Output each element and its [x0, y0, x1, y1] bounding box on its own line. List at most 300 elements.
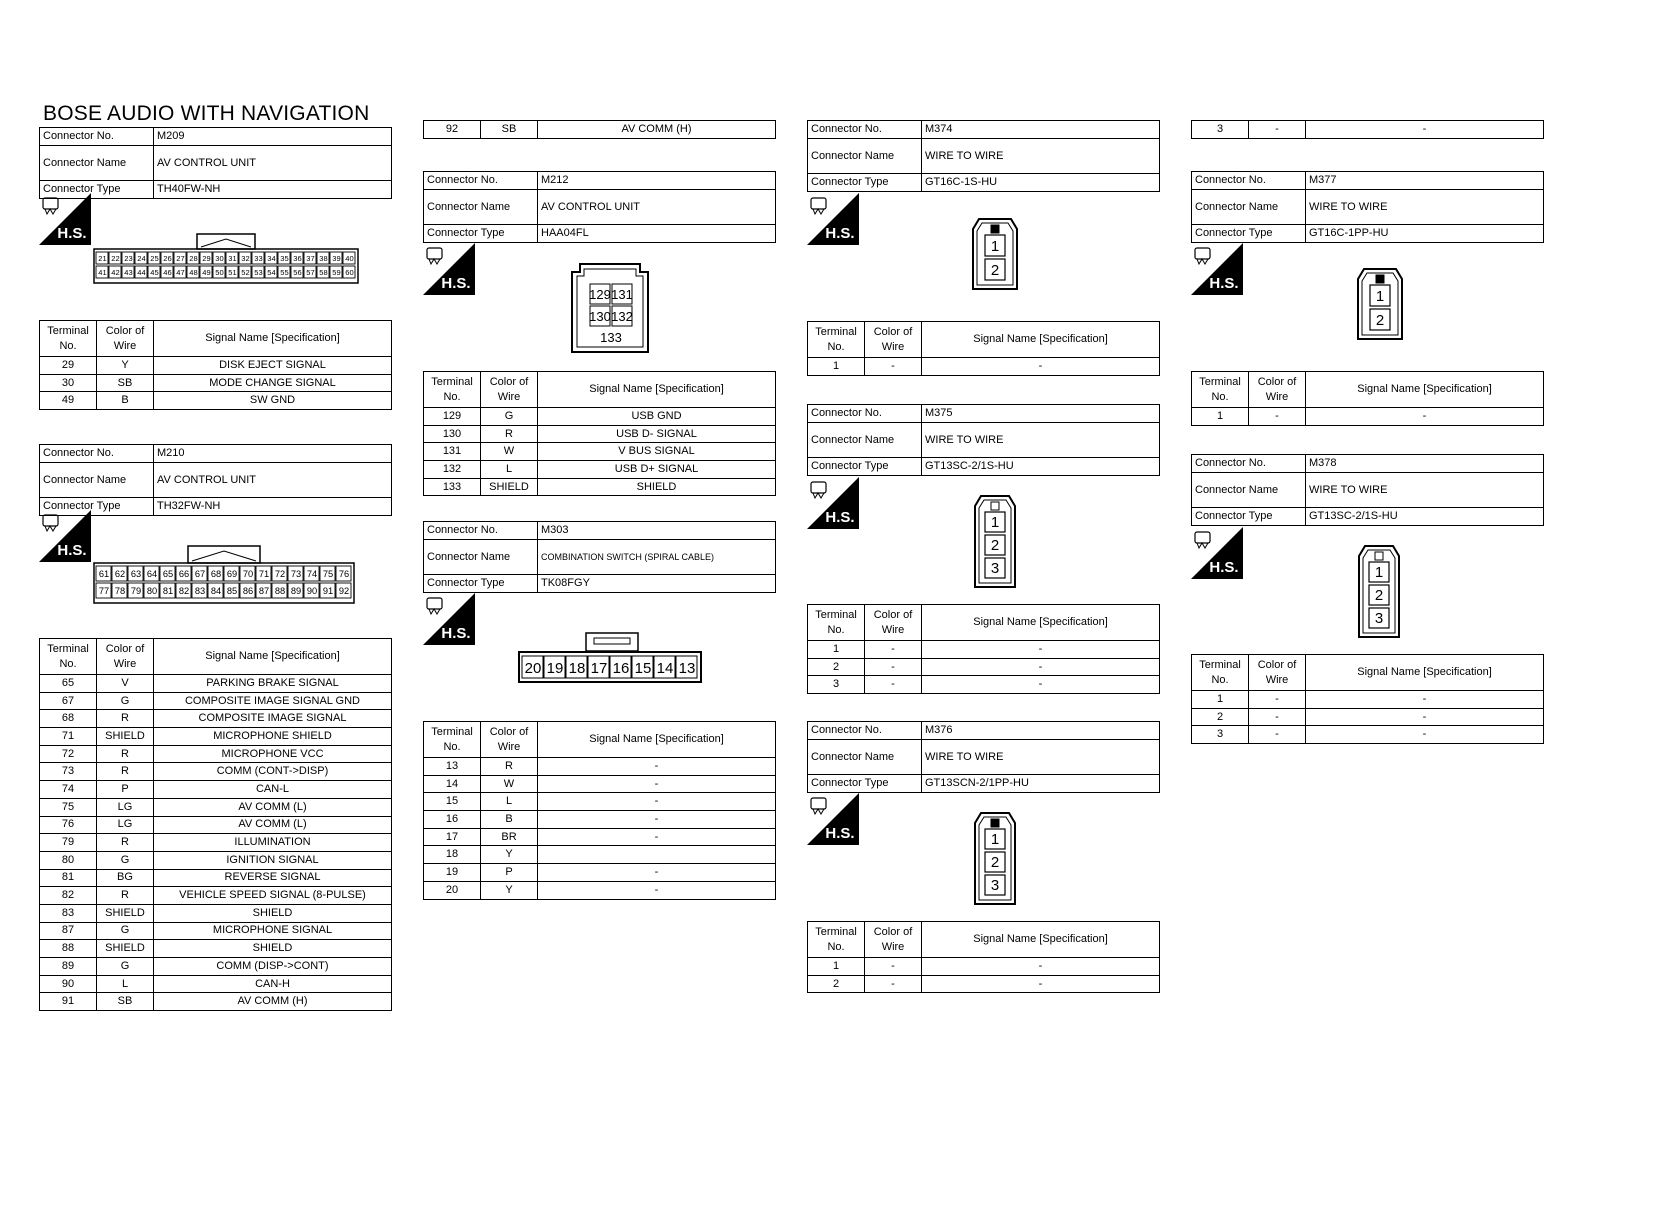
hs-label: H.S. [825, 825, 855, 842]
header-terminal-no: Terminal No. [1192, 372, 1249, 408]
pin-label: 46 [163, 268, 172, 278]
pin-label: 35 [280, 254, 289, 264]
signal-name-cell: DISK EJECT SIGNAL [154, 357, 392, 375]
connector-glyph [1195, 248, 1210, 259]
hs-label: H.S. [57, 225, 87, 242]
header-terminal-no: Terminal No. [40, 321, 97, 357]
label-connector-type: Connector Type [40, 498, 154, 516]
table-row [40, 993, 392, 1011]
table-row [40, 374, 392, 392]
harness-side-icon [1191, 243, 1243, 295]
pin-label: 13 [678, 660, 696, 677]
pin-label: 36 [293, 254, 302, 264]
pin-label: 130 [589, 309, 611, 324]
wire-color-cell: V [97, 675, 154, 693]
pin-label: 63 [130, 569, 142, 580]
hs-label: H.S. [825, 509, 855, 526]
pin-label: 28 [189, 254, 198, 264]
terminal-no-cell: 20 [424, 881, 481, 899]
signal-name-cell: PARKING BRAKE SIGNAL [154, 675, 392, 693]
connector-no-value: M374 [922, 121, 1160, 139]
pin-label: 85 [226, 586, 238, 597]
label-connector-no: Connector No. [1192, 172, 1306, 190]
pin-label: 29 [202, 254, 211, 264]
signal-table-m376-continued [1191, 120, 1544, 139]
header-terminal-no: Terminal No. [808, 322, 865, 358]
connector-no-value: M210 [154, 445, 392, 463]
connector-glyph [811, 482, 826, 493]
terminal-no-cell: 13 [424, 758, 481, 776]
signal-table-m303 [423, 721, 776, 900]
header-color-of-wire: Color of Wire [481, 372, 538, 408]
signal-name-cell: - [538, 775, 776, 793]
pin-label: 18 [568, 660, 586, 677]
hs-label: H.S. [1209, 559, 1239, 576]
pin-label: 3 [1374, 610, 1384, 627]
wire-color-cell: Y [481, 846, 538, 864]
pin-label: 33 [254, 254, 263, 264]
connector-glyph-wires [813, 809, 824, 814]
connector-name-value: WIRE TO WIRE [1306, 190, 1544, 225]
label-connector-no: Connector No. [40, 128, 154, 146]
pin-label: 71 [258, 569, 270, 580]
wire-color-cell: R [97, 887, 154, 905]
label-connector-type: Connector Type [808, 775, 922, 793]
terminal-no-cell: 88 [40, 940, 97, 958]
label-connector-type: Connector Type [1192, 225, 1306, 243]
wire-color-cell: G [97, 851, 154, 869]
pin-label: 31 [228, 254, 237, 264]
pin-label: 62 [114, 569, 126, 580]
signal-name-cell: - [1306, 708, 1544, 726]
signal-name-cell: - [922, 676, 1160, 694]
wire-color-cell: R [97, 834, 154, 852]
connector-glyph-wires [429, 259, 440, 264]
hs-label: H.S. [441, 625, 471, 642]
label-connector-no: Connector No. [808, 722, 922, 740]
wire-color-cell: P [481, 864, 538, 882]
pin-label: 15 [634, 660, 652, 677]
label-connector-type: Connector Type [40, 181, 154, 199]
pin-label: 2 [1374, 587, 1384, 604]
label-connector-name: Connector Name [40, 463, 154, 498]
hs-label: H.S. [1209, 275, 1239, 292]
pin-label: 41 [98, 268, 107, 278]
pin-label: 21 [98, 254, 107, 264]
label-connector-name: Connector Name [40, 146, 154, 181]
table-row [40, 851, 392, 869]
pin-label: 1 [990, 514, 1000, 531]
pin-label: 74 [306, 569, 318, 580]
connector-type-value: HAA04FL [538, 225, 776, 243]
connector-latch-detail [201, 239, 251, 247]
connector-face-m303 [518, 632, 706, 684]
connector-glyph-wires [1197, 259, 1208, 264]
wire-color-cell: G [97, 922, 154, 940]
connector-face-m375 [973, 492, 1017, 594]
signal-name-cell: - [538, 758, 776, 776]
pin-label: 24 [137, 254, 146, 264]
connector-name-value: COMBINATION SWITCH (SPIRAL CABLE) [538, 540, 776, 575]
table-row [40, 834, 392, 852]
label-connector-type: Connector Type [1192, 508, 1306, 526]
label-connector-no: Connector No. [808, 405, 922, 423]
wire-color-cell: R [97, 745, 154, 763]
table-row [40, 958, 392, 976]
wire-color-cell: - [865, 641, 922, 659]
wire-color-cell: SB [97, 374, 154, 392]
pin-label: 79 [130, 586, 142, 597]
table-row [424, 775, 776, 793]
terminal-no-cell: 82 [40, 887, 97, 905]
signal-name-cell: - [538, 828, 776, 846]
signal-name-cell: AV COMM (L) [154, 816, 392, 834]
signal-name-cell: - [1306, 726, 1544, 744]
terminal-no-cell: 72 [40, 745, 97, 763]
pin-label: 70 [242, 569, 254, 580]
wire-color-cell: - [865, 676, 922, 694]
signal-name-cell: - [922, 958, 1160, 976]
header-terminal-no: Terminal No. [40, 639, 97, 675]
table-row [40, 692, 392, 710]
connector-glyph-wires [813, 493, 824, 498]
connector-info-m378 [1191, 454, 1544, 526]
terminal-no-cell: 17 [424, 828, 481, 846]
terminal-no-cell: 49 [40, 392, 97, 410]
pin-label: 54 [267, 268, 276, 278]
terminal-no-cell: 76 [40, 816, 97, 834]
pin-label: 23 [124, 254, 133, 264]
signal-name-cell: SW GND [154, 392, 392, 410]
signal-name-cell [538, 846, 776, 864]
pin-label: 68 [210, 569, 222, 580]
header-color-of-wire: Color of Wire [865, 605, 922, 641]
table-row [40, 887, 392, 905]
terminal-no-cell: 80 [40, 851, 97, 869]
pin-label: 27 [176, 254, 185, 264]
terminal-no-cell: 129 [424, 408, 481, 426]
terminal-no-cell: 132 [424, 461, 481, 479]
table-row [424, 881, 776, 899]
table-row [40, 940, 392, 958]
header-terminal-no: Terminal No. [424, 722, 481, 758]
harness-side-icon [39, 510, 91, 562]
wire-color-cell: LG [97, 816, 154, 834]
label-connector-name: Connector Name [808, 139, 922, 174]
signal-name-cell: - [1306, 691, 1544, 709]
pin-label: 89 [290, 586, 302, 597]
wire-color-cell: R [97, 710, 154, 728]
terminal-no-cell: 87 [40, 922, 97, 940]
signal-table-m210 [39, 638, 392, 1011]
wire-color-cell: B [481, 811, 538, 829]
connector-glyph-wires [1197, 543, 1208, 548]
label-connector-name: Connector Name [1192, 473, 1306, 508]
terminal-no-cell: 68 [40, 710, 97, 728]
header-signal-name: Signal Name [Specification] [922, 605, 1160, 641]
connector-no-value: M303 [538, 522, 776, 540]
connector-type-value: GT13SCN-2/1PP-HU [922, 775, 1160, 793]
table-row [424, 846, 776, 864]
wire-color-cell: SB [97, 993, 154, 1011]
table-row [808, 676, 1160, 694]
wire-color-cell: W [481, 443, 538, 461]
signal-name-cell: - [1306, 121, 1544, 139]
label-connector-name: Connector Name [424, 190, 538, 225]
label-connector-name: Connector Name [808, 740, 922, 775]
pin-label: 87 [258, 586, 270, 597]
connector-glyph [427, 248, 442, 259]
connector-name-value: AV CONTROL UNIT [538, 190, 776, 225]
connector-info-m374 [807, 120, 1160, 192]
pin-label: 72 [274, 569, 286, 580]
pin-label: 17 [590, 660, 608, 677]
table-row [808, 641, 1160, 659]
table-row [424, 478, 776, 496]
terminal-no-cell: 67 [40, 692, 97, 710]
wire-color-cell: L [481, 461, 538, 479]
signal-name-cell: MODE CHANGE SIGNAL [154, 374, 392, 392]
signal-name-cell: - [922, 658, 1160, 676]
pin-label: 56 [293, 268, 302, 278]
header-terminal-no: Terminal No. [808, 922, 865, 958]
label-connector-name: Connector Name [808, 423, 922, 458]
connector-face-m374 [971, 215, 1019, 299]
terminal-no-cell: 16 [424, 811, 481, 829]
connector-name-value: WIRE TO WIRE [922, 423, 1160, 458]
terminal-no-cell: 73 [40, 763, 97, 781]
signal-table-m377 [1191, 371, 1544, 426]
pin-label: 38 [319, 254, 328, 264]
signal-name-cell: ILLUMINATION [154, 834, 392, 852]
table-row [424, 425, 776, 443]
signal-table-m374 [807, 321, 1160, 376]
connector-face-m212 [570, 262, 650, 354]
pin-label: 1 [990, 831, 1000, 848]
connector-name-value: WIRE TO WIRE [1306, 473, 1544, 508]
signal-name-cell: - [538, 793, 776, 811]
hs-label: H.S. [57, 542, 87, 559]
pin-label: 30 [215, 254, 224, 264]
pin-label: 58 [319, 268, 328, 278]
terminal-no-cell: 75 [40, 798, 97, 816]
terminal-no-cell: 133 [424, 478, 481, 496]
terminal-no-cell: 29 [40, 357, 97, 375]
wire-color-cell: SHIELD [97, 904, 154, 922]
pin-label: 3 [990, 877, 1000, 894]
table-row [424, 443, 776, 461]
pin-label: 69 [226, 569, 238, 580]
pin-label: 2 [1375, 312, 1385, 329]
harness-side-icon [1191, 527, 1243, 579]
harness-side-icon [39, 193, 91, 245]
signal-table-m378 [1191, 654, 1544, 744]
label-connector-no: Connector No. [424, 172, 538, 190]
table-row [40, 728, 392, 746]
table-row [40, 763, 392, 781]
pin-label: 50 [215, 268, 224, 278]
table-row [40, 392, 392, 410]
header-color-of-wire: Color of Wire [97, 321, 154, 357]
terminal-no-cell: 1 [808, 358, 865, 376]
signal-name-cell: MICROPHONE SHIELD [154, 728, 392, 746]
connector-glyph [427, 598, 442, 609]
connector-no-value: M378 [1306, 455, 1544, 473]
pin-label: 2 [990, 854, 1000, 871]
pin-label: 59 [332, 268, 341, 278]
connector-type-value: GT13SC-2/1S-HU [922, 458, 1160, 476]
pin-label: 90 [306, 586, 318, 597]
connector-key [991, 819, 999, 827]
wire-color-cell: G [481, 408, 538, 426]
pin-label: 26 [163, 254, 172, 264]
connector-name-value: AV CONTROL UNIT [154, 463, 392, 498]
table-row [40, 781, 392, 799]
pin-label: 92 [338, 586, 350, 597]
signal-name-cell: - [922, 358, 1160, 376]
signal-table-m210-continued [423, 120, 776, 139]
signal-name-cell: VEHICLE SPEED SIGNAL (8-PULSE) [154, 887, 392, 905]
pin-label: 42 [111, 268, 120, 278]
signal-name-cell: - [922, 975, 1160, 993]
connector-glyph [811, 798, 826, 809]
pin-label: 16 [612, 660, 630, 677]
wire-color-cell: SHIELD [97, 940, 154, 958]
pin-label: 45 [150, 268, 159, 278]
pin-label: 86 [242, 586, 254, 597]
signal-name-cell: COMPOSITE IMAGE SIGNAL GND [154, 692, 392, 710]
header-signal-name: Signal Name [Specification] [1306, 372, 1544, 408]
connector-face-m210 [93, 545, 363, 603]
terminal-no-cell: 92 [424, 121, 481, 139]
table-row [424, 461, 776, 479]
table-row [424, 408, 776, 426]
signal-name-cell: SHIELD [538, 478, 776, 496]
label-connector-type: Connector Type [808, 174, 922, 192]
pin-label: 48 [189, 268, 198, 278]
connector-no-value: M376 [922, 722, 1160, 740]
wire-color-cell: - [1249, 708, 1306, 726]
pin-label: 84 [210, 586, 222, 597]
pin-label: 57 [306, 268, 315, 278]
pin-label: 75 [322, 569, 334, 580]
table-row [1192, 121, 1544, 139]
connector-type-value: GT16C-1PP-HU [1306, 225, 1544, 243]
connector-no-value: M375 [922, 405, 1160, 423]
header-color-of-wire: Color of Wire [1249, 372, 1306, 408]
wire-color-cell: R [481, 758, 538, 776]
signal-table-m212 [423, 371, 776, 496]
pin-label: 129 [589, 287, 611, 302]
pin-label: 19 [546, 660, 564, 677]
pin-label: 73 [290, 569, 302, 580]
terminal-no-cell: 71 [40, 728, 97, 746]
wire-color-cell: BG [97, 869, 154, 887]
wire-color-cell: L [481, 793, 538, 811]
pin-label: 39 [332, 254, 341, 264]
terminal-no-cell: 130 [424, 425, 481, 443]
pin-label: 55 [280, 268, 289, 278]
connector-key [1376, 275, 1384, 283]
connector-no-value: M377 [1306, 172, 1544, 190]
header-signal-name: Signal Name [Specification] [538, 372, 776, 408]
wire-color-cell: - [865, 658, 922, 676]
connector-no-value: M209 [154, 128, 392, 146]
signal-name-cell: V BUS SIGNAL [538, 443, 776, 461]
pin-label: 65 [162, 569, 174, 580]
header-signal-name: Signal Name [Specification] [538, 722, 776, 758]
pin-label: 34 [267, 254, 276, 264]
label-connector-name: Connector Name [1192, 190, 1306, 225]
connector-info-m209 [39, 127, 392, 199]
terminal-no-cell: 90 [40, 975, 97, 993]
signal-name-cell: - [538, 881, 776, 899]
table-row [808, 658, 1160, 676]
terminal-no-cell: 3 [808, 676, 865, 694]
pin-label: 44 [137, 268, 146, 278]
connector-key [991, 502, 999, 510]
connector-glyph-wires [429, 609, 440, 614]
connector-glyph-wires [45, 526, 56, 531]
wire-color-cell: B [97, 392, 154, 410]
table-row [1192, 708, 1544, 726]
connector-info-m375 [807, 404, 1160, 476]
connector-type-value: TK08FGY [538, 575, 776, 593]
wire-color-cell: W [481, 775, 538, 793]
table-row [40, 710, 392, 728]
hs-label: H.S. [441, 275, 471, 292]
wire-color-cell: - [865, 975, 922, 993]
table-row [40, 357, 392, 375]
connector-type-value: GT13SC-2/1S-HU [1306, 508, 1544, 526]
connector-face-m376 [973, 809, 1017, 911]
table-row [1192, 408, 1544, 426]
terminal-no-cell: 89 [40, 958, 97, 976]
table-row [1192, 691, 1544, 709]
signal-name-cell: COMM (CONT->DISP) [154, 763, 392, 781]
wire-color-cell: - [865, 958, 922, 976]
pin-label: 76 [338, 569, 350, 580]
harness-side-icon [807, 793, 859, 845]
pin-label: 78 [114, 586, 126, 597]
pin-label: 40 [345, 254, 354, 264]
header-signal-name: Signal Name [Specification] [154, 639, 392, 675]
pin-label: 66 [178, 569, 190, 580]
connector-latch [197, 234, 255, 249]
header-signal-name: Signal Name [Specification] [922, 322, 1160, 358]
terminal-no-cell: 3 [1192, 726, 1249, 744]
pin-label: 49 [202, 268, 211, 278]
pin-label: 22 [111, 254, 120, 264]
table-row [424, 864, 776, 882]
pin-label: 64 [146, 569, 158, 580]
wire-color-cell: Y [481, 881, 538, 899]
table-row [1192, 726, 1544, 744]
label-connector-no: Connector No. [424, 522, 538, 540]
connector-glyph [811, 198, 826, 209]
pin-label: 52 [241, 268, 250, 278]
signal-name-cell: AV COMM (H) [154, 993, 392, 1011]
header-color-of-wire: Color of Wire [865, 922, 922, 958]
label-connector-no: Connector No. [808, 121, 922, 139]
table-row [40, 904, 392, 922]
connector-face-m377 [1356, 265, 1404, 349]
terminal-no-cell: 15 [424, 793, 481, 811]
signal-name-cell: - [1306, 408, 1544, 426]
connector-glyph [43, 515, 58, 526]
pin-label: 20 [524, 660, 542, 677]
connector-name-value: WIRE TO WIRE [922, 139, 1160, 174]
